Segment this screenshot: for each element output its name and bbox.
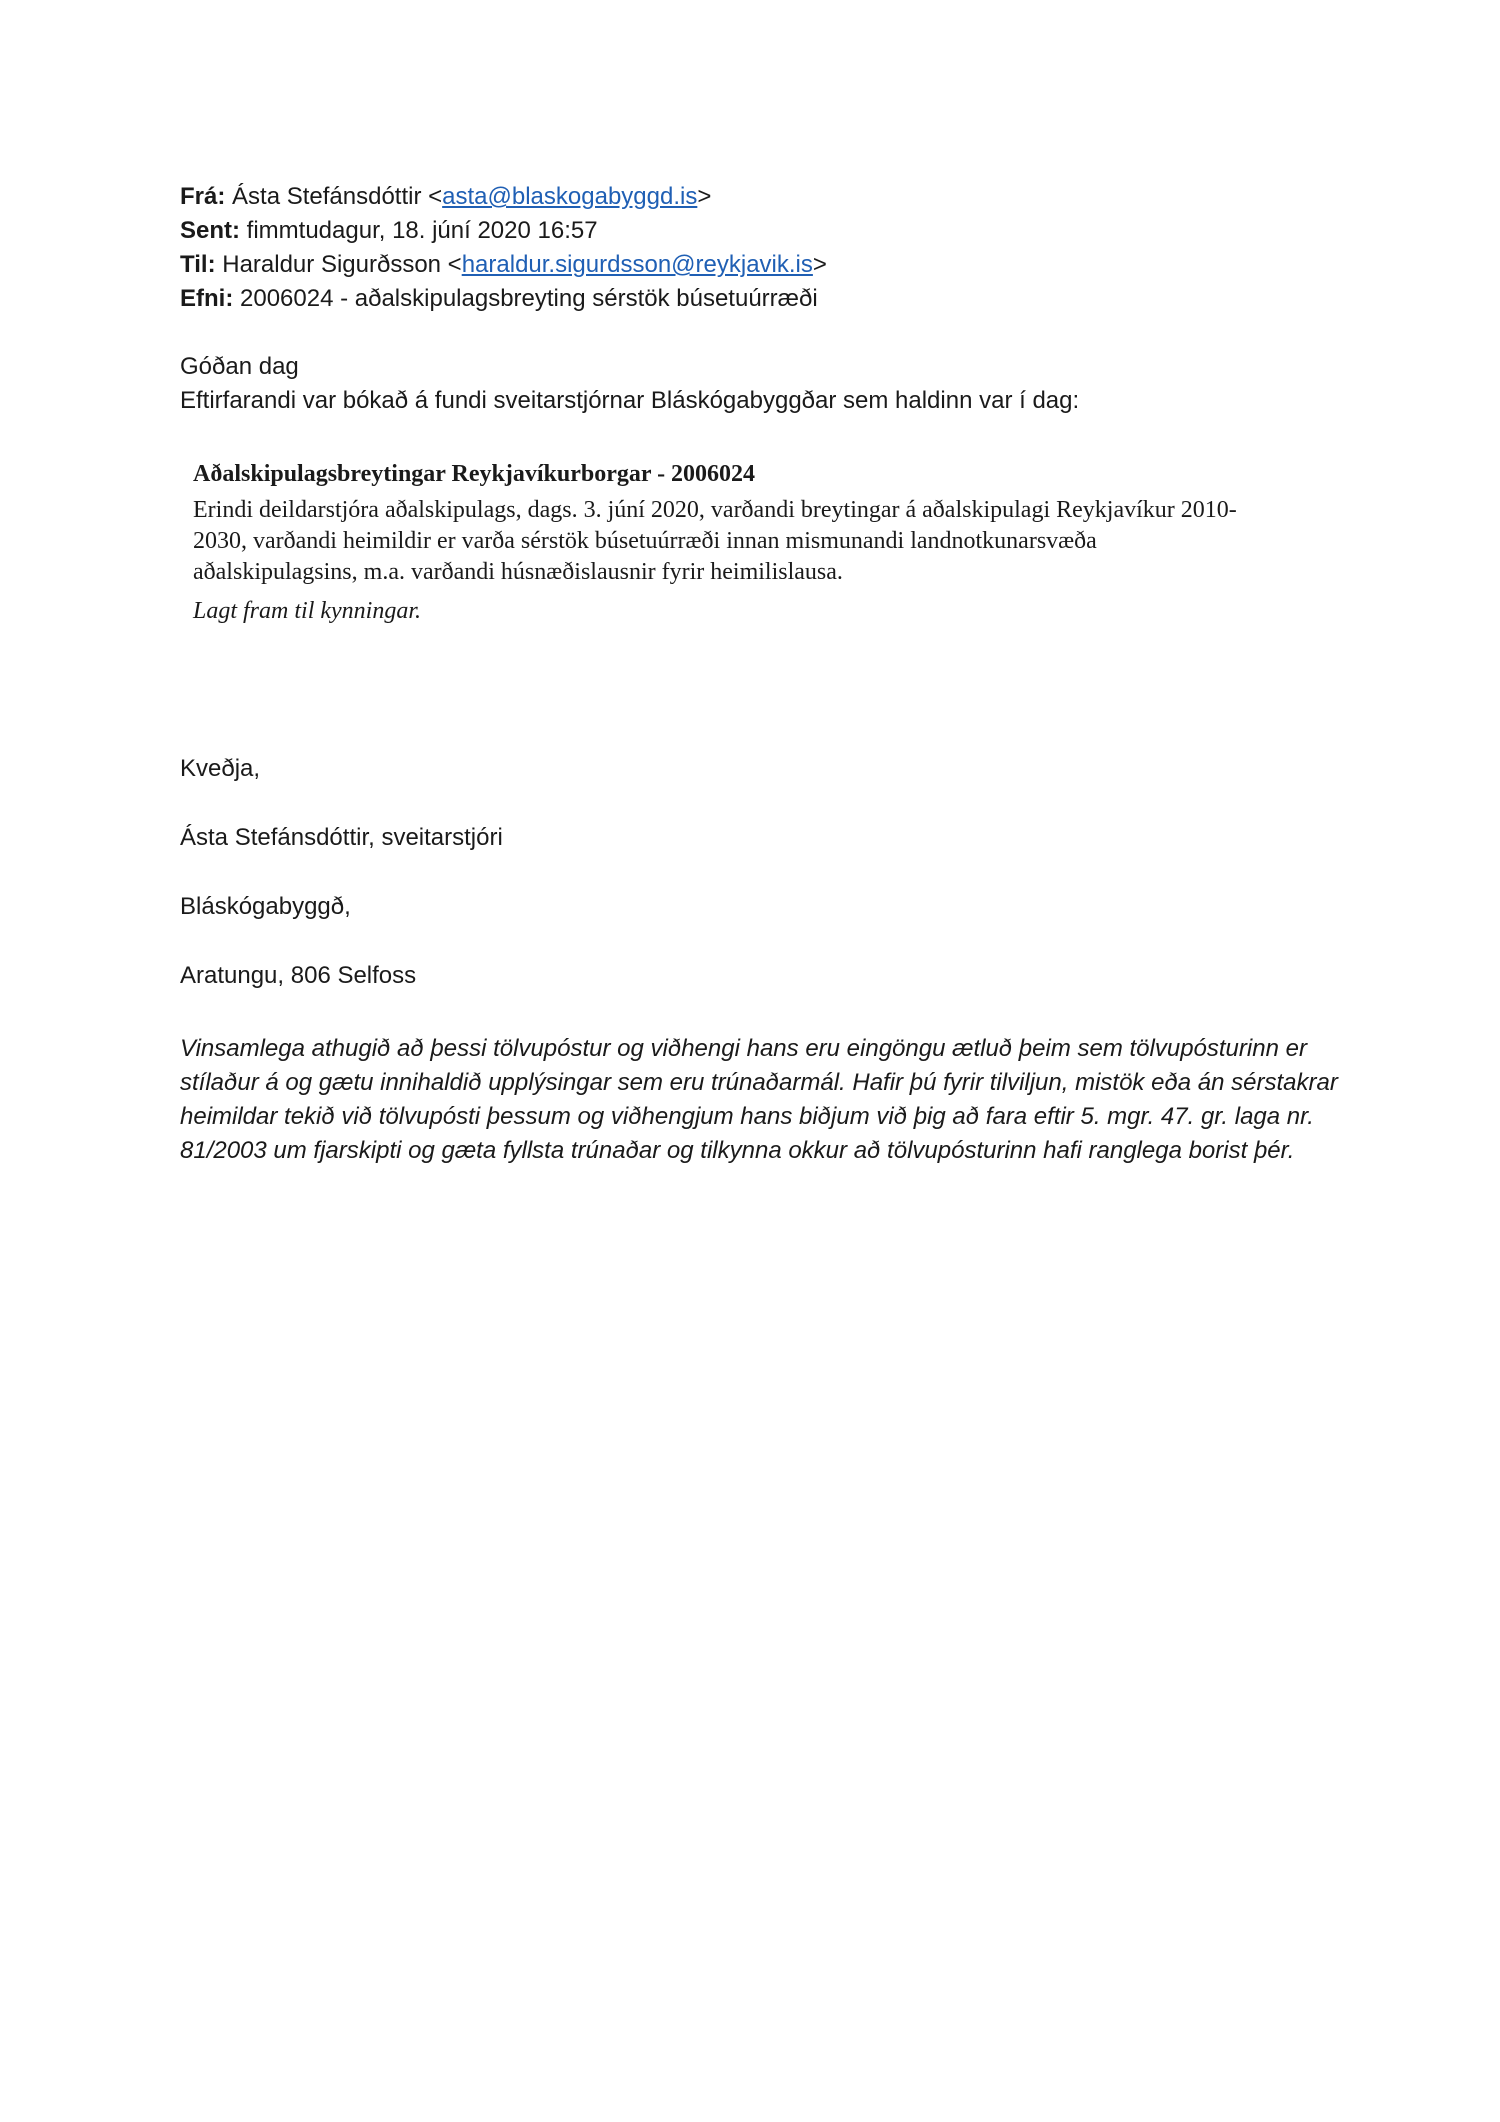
greeting-text: Góðan dag bbox=[180, 353, 299, 380]
from-email-link[interactable]: asta@blaskogabyggd.is bbox=[442, 183, 698, 210]
sent-value: fimmtudagur, 18. júní 2020 16:57 bbox=[246, 217, 598, 244]
to-name: Haraldur Sigurðsson < bbox=[222, 251, 462, 278]
sent-label: Sent: bbox=[180, 217, 240, 244]
from-email-close: > bbox=[697, 183, 712, 210]
subject-row bbox=[180, 282, 1330, 316]
to-label: Til: bbox=[180, 251, 216, 278]
subject-label: Efni: bbox=[180, 285, 234, 312]
signature-name: Ásta Stefánsdóttir, sveitarstjóri bbox=[180, 824, 503, 851]
to-email-link[interactable]: haraldur.sigurdsson@reykjavik.is bbox=[461, 251, 813, 278]
email-header bbox=[180, 180, 1330, 316]
meeting-minutes-excerpt bbox=[193, 457, 1313, 628]
email-intro bbox=[180, 350, 1330, 418]
from-name: Ásta Stefánsdóttir < bbox=[232, 183, 443, 210]
sent-row bbox=[180, 214, 1330, 248]
subject-value: 2006024 - aðalskipulagsbreyting sérstök búsetuúrræði bbox=[240, 285, 818, 312]
signature-address: Aratungu, 806 Selfoss bbox=[180, 962, 417, 989]
regards-text: Kveðja, bbox=[180, 755, 261, 782]
signature-organization: Bláskógabyggð, bbox=[180, 893, 351, 920]
minutes-title: Aðalskipulagsbreytingar Reykjavíkurborgar - 2006024 bbox=[193, 461, 756, 487]
from-row bbox=[180, 180, 1330, 214]
minutes-note: Lagt fram til kynningar. bbox=[193, 598, 422, 624]
to-row bbox=[180, 248, 1330, 282]
minutes-text: Erindi deildarstjóra aðalskipulags, dags. 3. júní 2020, varðandi breytingar á aðalskipulagi Reykjavíkur 2010-2030, varðandi heimildir er varða sérstök búsetuúrræði innan mismunandi landnotkunarsvæða aðalskipulagsins, m.a. varðandi húsnæðislausnir fyrir heimilislausa. bbox=[193, 497, 1237, 585]
to-email-close: > bbox=[812, 251, 827, 278]
email-closing bbox=[180, 752, 1330, 1028]
from-label: Frá: bbox=[180, 183, 226, 210]
intro-text: Eftirfarandi var bókað á fundi sveitarstjórnar Bláskógabyggðar sem haldinn var í dag: bbox=[180, 387, 1080, 414]
confidentiality-disclaimer: Vinsamlega athugið að þessi tölvupóstur og viðhengi hans eru eingöngu ætluð þeim sem tölvupósturinn er stílaður á og gætu innihaldið upplýsingar sem eru trúnaðarmál. Hafir þú fyrir tilviljun, mistök eða án sérstakrar heimildar tekið við tölvupósti þessum og viðhengjum hans biðjum við þig að fara eftir 5. mgr. 47. gr. laga nr. 81/2003 um fjarskipti og gæta fyllsta trúnaðar og tilkynna okkur að tölvupósturinn hafi ranglega borist þér. bbox=[180, 1035, 1338, 1164]
